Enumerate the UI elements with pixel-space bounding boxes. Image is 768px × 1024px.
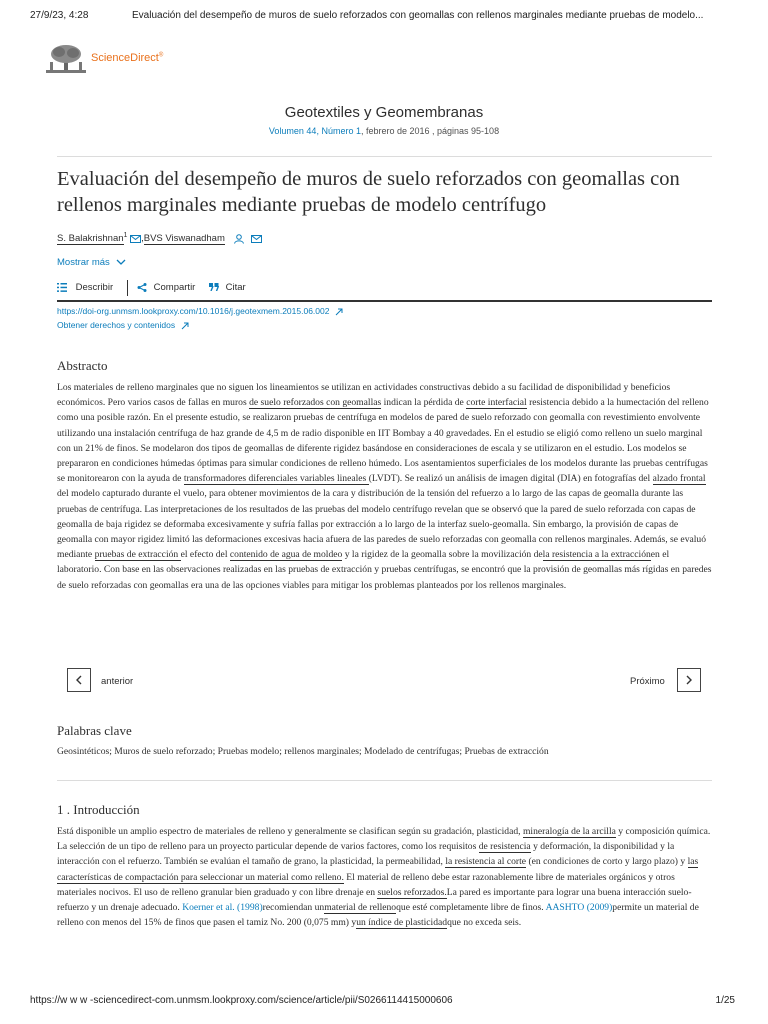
divider [57, 300, 712, 302]
article-title: Evaluación del desempeño de muros de suelo reforzados con geomallas con rellenos marginales mediante pruebas de modelo centrífugo [57, 168, 680, 216]
keywords-list: Geosintéticos; Muros de suelo reforzado; Pruebas modelo; rellenos marginales; Modelado de centrífugas; Pruebas de extracción [57, 746, 549, 757]
topic-link[interactable]: de suelo reforzados con geomallas [249, 397, 382, 409]
author-list [57, 232, 262, 244]
person-icon[interactable] [233, 234, 245, 244]
page-number: 1/25 [715, 995, 735, 1006]
author-link[interactable]: BVS Viswanadham [143, 233, 225, 245]
chevron-down-icon [116, 259, 126, 266]
action-separator [127, 280, 128, 296]
share-button[interactable] [137, 282, 195, 293]
abstract-heading: Abstracto [57, 358, 108, 373]
author-affiliation-marker[interactable]: 1 [123, 232, 128, 239]
cite-button[interactable] [209, 282, 246, 293]
journal-name[interactable]: Geotextiles y Geomembranas [284, 104, 484, 121]
brand-name: ScienceDirect® [91, 52, 164, 64]
author-separator: , [141, 233, 144, 245]
print-url: https://w w w -sciencedirect-com.unmsm.lookproxy.com/science/article/pii/S0266114415000606 [30, 995, 453, 1006]
topic-link[interactable]: la resistencia al corte [445, 856, 527, 868]
external-link-icon [181, 322, 189, 330]
next-label[interactable]: Próximo [630, 676, 665, 687]
citation-link[interactable]: Koerner et al. (1998) [182, 902, 263, 914]
doi-text: https://doi-org.unmsm.lookproxy.com/10.1016/j.geotexmem.2015.06.002 [57, 306, 330, 316]
share-label: Compartir [153, 282, 196, 293]
sciencedirect-logo[interactable] [46, 44, 186, 74]
print-header [0, 10, 768, 26]
divider [57, 156, 712, 157]
topic-link[interactable]: mineralogía de la arcilla [522, 826, 616, 837]
rights-link[interactable] [57, 320, 189, 330]
external-link-icon [335, 308, 343, 316]
introduction-body: Está disponible un amplio espectro de materiales de relleno y generalmente se clasifican según su gradación, plasticidad, mineralogía de la arcilla y composición química. La selección de un tipo de relleno para un proyecto particular depende de varios factores, como los requisitos de resistencia y deformación, la disponibilidad y la interacción con el refuerzo. También se evalúan el tamaño de grano, la plasticidad, la permeabilidad, la resistencia al corte (en condiciones de corto y largo plazo) y las características de compactación para seleccionar un material como relleno. El material de relleno debe estar razonablemente libre de materiales orgánicos y otros materiales nocivos. El uso de relleno granular bien graduado y con libre drenaje en suelos reforzados.La pared es importante para lograr una buena interacción suelo-refuerzo y un drenaje adecuado. Koerner et al. (1998)recomiendan unmaterial de rellenoque esté completamente libre de finos. AASHTO (2009)permite un material de relleno con menos del 15% de finos que pasen el tamiz No. 200 (0,075 mm) yun índice de plasticidadque no exceda seis. [57, 826, 711, 929]
print-footer [0, 995, 768, 1011]
citation-link[interactable]: AASHTO (2009) [545, 902, 613, 914]
envelope-icon[interactable] [251, 235, 262, 243]
topic-link[interactable]: contenido de agua de moldeo [229, 549, 343, 561]
show-more-label: Mostrar más [57, 257, 110, 268]
topic-link[interactable]: de resistencia [478, 841, 531, 853]
describe-button[interactable] [57, 282, 113, 293]
topic-link[interactable]: material de relleno [324, 902, 397, 914]
topic-link[interactable]: la resistencia a la extracción [542, 549, 651, 561]
next-article-button[interactable] [677, 668, 701, 692]
describe-label: Describir [75, 282, 114, 293]
chevron-right-icon [684, 675, 694, 685]
previous-article-button[interactable] [67, 668, 91, 692]
show-more-button[interactable] [57, 257, 126, 268]
elsevier-tree-logo-icon [46, 44, 86, 74]
abstract-body: Los materiales de relleno marginales que no siguen los lineamientos se utilizan en actividades constructivas debido a su facilidad de disponibilidad y beneficios económicos. Pero varios casos de fallas en muros de suelo reforzados con geomallas indican la pérdida de corte interfacial resistencia debido a la humectación del relleno como una posible razón. En el presente estudio, se realizaron pruebas de centrífuga en modelos de pared de suelo reforzado con geomalla con revestimiento envolvente utilizando una instalación centrífuga de haz grande de 4,5 m de radio disponible en IIT Bombay a 40 gravedades. En el estudio se eligió como relleno un suelo marginal con un 21% de finos. Se modelaron dos tipos de geomallas de diferente rigidez basándose en consideraciones de escala y se utilizaron en el estudio. Los modelos se prepararon en condiciones húmedas óptimas para simular condiciones de relleno húmedo. Los asentamientos superficiales de los modelos durante las pruebas centrífugas se monitorearon con la ayuda de transformadores diferenciales variables lineales (LVDT). Se realizó un análisis de imagen digital (DIA) en fotografías del alzado frontal del modelo capturado durante el vuelo, para obtener movimientos de la cara y distribución de la tensión del refuerzo a lo largo de las capas de geomalla durante las pruebas de centrífuga. Las interpretaciones de los resultados de las pruebas del modelo centrífugo revelan que se observó que la pared de suelo reforzada con capas de geomalla de baja rigidez se deformaba excesivamente y sufría fallas por extracción a lo largo de la interfaz suelo-geomalla. Sin embargo, la provisión de capas de geomalla con mayor rigidez limitó las deformaciones excesivas hacia afuera de las paredes de suelo reforzadas con geomalla con rellenos marginales. Además, se evaluó mediante pruebas de extracción el efecto del contenido de agua de moldeo y la rigidez de la geomalla sobre la movilización dela resistencia a la extracciónen el laboratorio. Con base en las observaciones realizadas en las pruebas de extracción y pruebas centrífugas, se encontró que la provisión de geomallas más rígidas en paredes de suelo reforzadas con geomallas era una de las opciones viables para mitigar los problemas planteados por los rellenos marginales. [57, 382, 712, 591]
topic-link[interactable]: suelos reforzados. [377, 886, 447, 898]
list-icon [57, 283, 67, 292]
volume-details: , febrero de 2016 , páginas 95-108 [360, 126, 500, 136]
volume-line [0, 126, 768, 136]
rights-text: Obtener derechos y contenidos [57, 320, 176, 330]
topic-link[interactable]: alzado frontal [652, 473, 706, 485]
author-link[interactable]: S. Balakrishnan [57, 233, 124, 245]
envelope-icon[interactable] [130, 235, 141, 243]
keywords-heading: Palabras clave [57, 723, 132, 738]
topic-link[interactable]: un índice de plasticidad [356, 917, 448, 929]
chevron-left-icon [74, 675, 84, 685]
topic-link[interactable]: pruebas de extracción [94, 549, 181, 561]
print-datetime: 27/9/23, 4:28 [30, 10, 89, 21]
cite-label: Citar [225, 282, 246, 293]
previous-label[interactable]: anterior [101, 676, 134, 687]
doi-link[interactable] [57, 306, 343, 316]
volume-link[interactable]: Volumen 44, Número 1 [268, 126, 361, 136]
divider [57, 780, 712, 781]
share-icon [137, 283, 147, 292]
topic-link[interactable]: las características de compactación para seleccionar un material como relleno. [57, 856, 699, 883]
introduction-heading: 1 . Introducción [57, 802, 140, 817]
quote-icon [209, 283, 219, 291]
topic-link[interactable]: transformadores diferenciales variables lineales [183, 473, 369, 485]
topic-link[interactable]: corte interfacial [466, 397, 527, 409]
print-doc-title: Evaluación del desempeño de muros de suelo reforzados con geomallas con rellenos marginales mediante pruebas de modelo... [132, 10, 704, 21]
